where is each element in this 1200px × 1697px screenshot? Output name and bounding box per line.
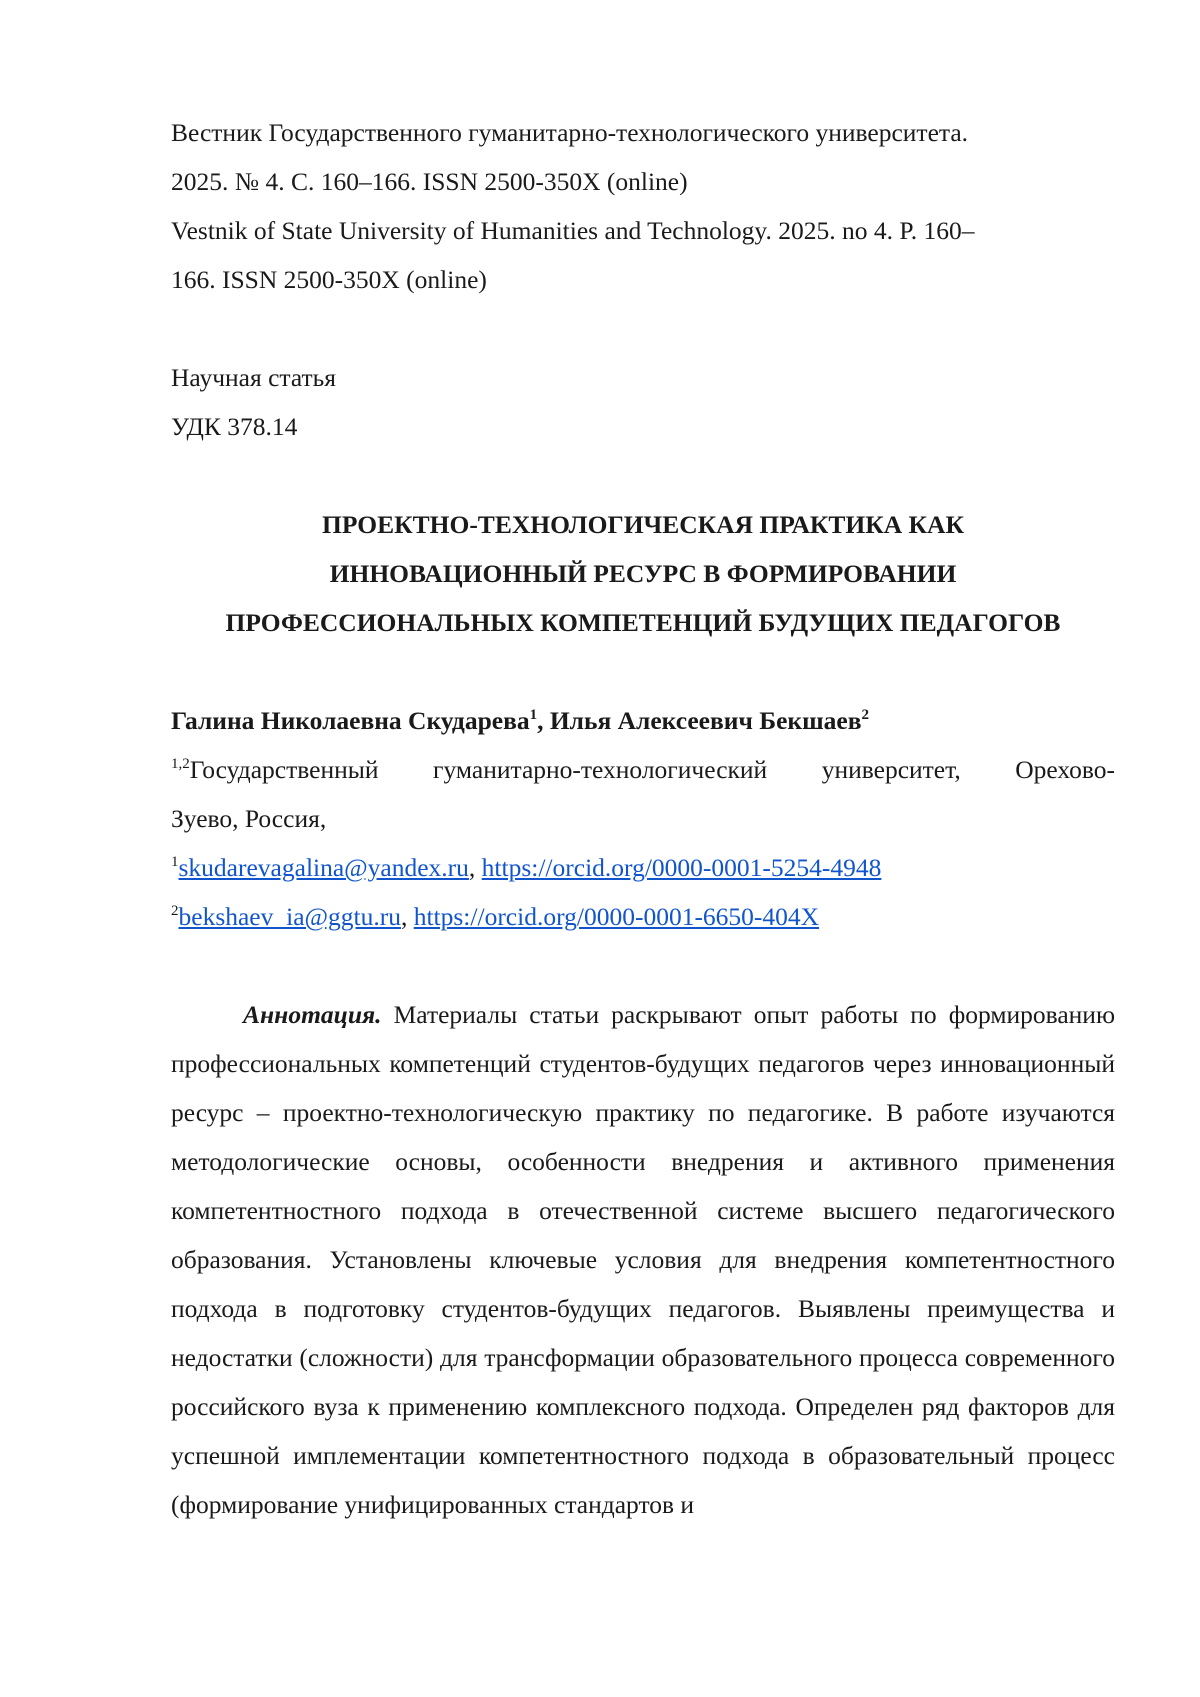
contact-line-1	[171, 843, 1115, 892]
author-2-name: Илья Алексеевич Бекшаев	[549, 706, 862, 735]
authors-line	[171, 696, 1115, 745]
contact-1-separator: ,	[468, 853, 482, 882]
article-page	[171, 108, 1115, 1529]
abstract	[171, 990, 1115, 1529]
article-meta	[171, 353, 1115, 451]
spacer	[171, 304, 1115, 353]
article-type: Научная статья	[171, 363, 337, 392]
citation-ru-line-2: 2025. № 4. С. 160–166. ISSN 2500-350X (online)	[171, 167, 688, 196]
contact-2-index: 2	[171, 903, 179, 919]
affiliation-index: 1,2	[171, 756, 190, 772]
affiliation-line-1	[171, 745, 1115, 794]
contact-1-index: 1	[171, 854, 179, 870]
email-link-author-2[interactable]: bekshaev_ia@ggtu.ru	[178, 902, 401, 931]
title-line-1: ПРОЕКТНО-ТЕХНОЛОГИЧЕСКАЯ ПРАКТИКА КАК	[322, 510, 964, 539]
contacts	[171, 843, 1115, 941]
author-1-index: 1	[529, 707, 538, 723]
abstract-label: Аннотация.	[243, 1000, 382, 1029]
contact-line-2	[171, 892, 1115, 941]
affiliation-text-1: Государственный гуманитарно-технологический университет, Орехово-	[189, 755, 1115, 784]
title-line-3: ПРОФЕССИОНАЛЬНЫХ КОМПЕТЕНЦИЙ БУДУЩИХ ПЕДАГОГОВ	[225, 608, 1061, 637]
affiliation-line-2: Зуево, Россия,	[171, 804, 327, 833]
authors-separator: ,	[537, 706, 550, 735]
article-title	[171, 500, 1115, 647]
affiliation	[171, 745, 1115, 843]
email-link-author-1[interactable]: skudarevagalina@yandex.ru	[178, 853, 469, 882]
orcid-link-author-2[interactable]: https://orcid.org/0000-0001-6650-404X	[413, 902, 820, 931]
title-line-2: ИННОВАЦИОННЫЙ РЕСУРС В ФОРМИРОВАНИИ	[329, 559, 957, 588]
orcid-link-author-1[interactable]: https://orcid.org/0000-0001-5254-4948	[481, 853, 882, 882]
udc-code: УДК 378.14	[171, 412, 298, 441]
abstract-text: Материалы статьи раскрывают опыт работы по формированию профессиональных компетенций студентов-будущих педагогов через инновационный ресурс – проектно-технологическую практику по педагогике. В работе изучаются методологические основы, особенности внедрения и активного применения компетентностного подхода в отечественной системе высшего педагогического образования. Установлены ключевые условия для внедрения компетентностного подхода в подготовку студентов-будущих педагогов. Выявлены преимущества и недостатки (сложности) для трансформации образовательного процесса современного российского вуза к применению комплексного подхода. Определен ряд факторов для успешной имплементации компетентностного подхода в образовательный процесс (формирование унифицированных стандартов и	[171, 1000, 1115, 1519]
citation-ru-line-1: Вестник Государственного гуманитарно-технологического университета.	[171, 118, 969, 147]
author-1-name: Галина Николаевна Скударева	[171, 706, 530, 735]
contact-2-separator: ,	[400, 902, 414, 931]
citation-en-line-2: 166. ISSN 2500-350X (online)	[171, 265, 487, 294]
citation-en-line-1: Vestnik of State University of Humanities and Technology. 2025. no 4. P. 160–	[171, 216, 975, 245]
author-2-index: 2	[861, 707, 869, 723]
citation-block	[171, 108, 1115, 304]
